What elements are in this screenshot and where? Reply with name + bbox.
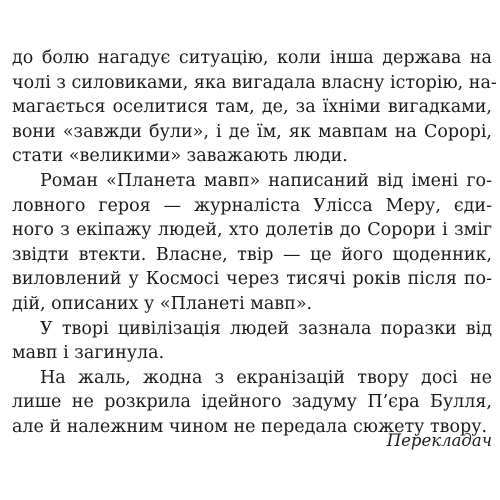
text-line: звідти втекти. Власне, твір — це його щоденник,: [12, 244, 492, 265]
paragraph-2: [12, 169, 492, 317]
text-line: ловного героя — журналіста Улісса Меру, єди-: [12, 195, 492, 216]
text-line: але й належним чином не передала сюжету твору.: [12, 416, 488, 437]
paragraph-1: [12, 46, 497, 169]
text-line: ного з екіпажу людей, хто долетів до Сорори і зміг: [12, 220, 492, 241]
text-line: виловлений у Космосі через тисячі років після по-: [12, 269, 492, 290]
text-line: мавп і загинула.: [12, 343, 165, 364]
text-line: Роман «Планета мавп» написаний від імені го-: [40, 170, 492, 191]
text-line: лише не розкрила ідейного задуму П’єра Булля,: [12, 392, 492, 413]
text-line: стати «великими» заважають люди.: [12, 146, 348, 167]
text-line: магається оселитися там, де, за їхніми вигадками,: [12, 97, 492, 118]
translator-signature: Перекладач: [386, 431, 492, 450]
text-line: дій, описаних у «Планеті мавп».: [12, 293, 313, 314]
text-line: У творі цивілізація людей зазнала поразки від: [40, 318, 492, 339]
paragraph-3: [12, 317, 492, 366]
text-line: На жаль, жодна з екранізацій твору досі не: [40, 367, 492, 388]
text-line: чолі з силовиками, яка вигадала власну історію, на-: [12, 72, 497, 93]
text-line: вони «завжди були», і де їм, як мавпам на Сорорі,: [12, 121, 492, 142]
paragraph-4: [12, 366, 492, 440]
text-line: до болю нагадує ситуацію, коли інша держава на: [12, 48, 492, 68]
